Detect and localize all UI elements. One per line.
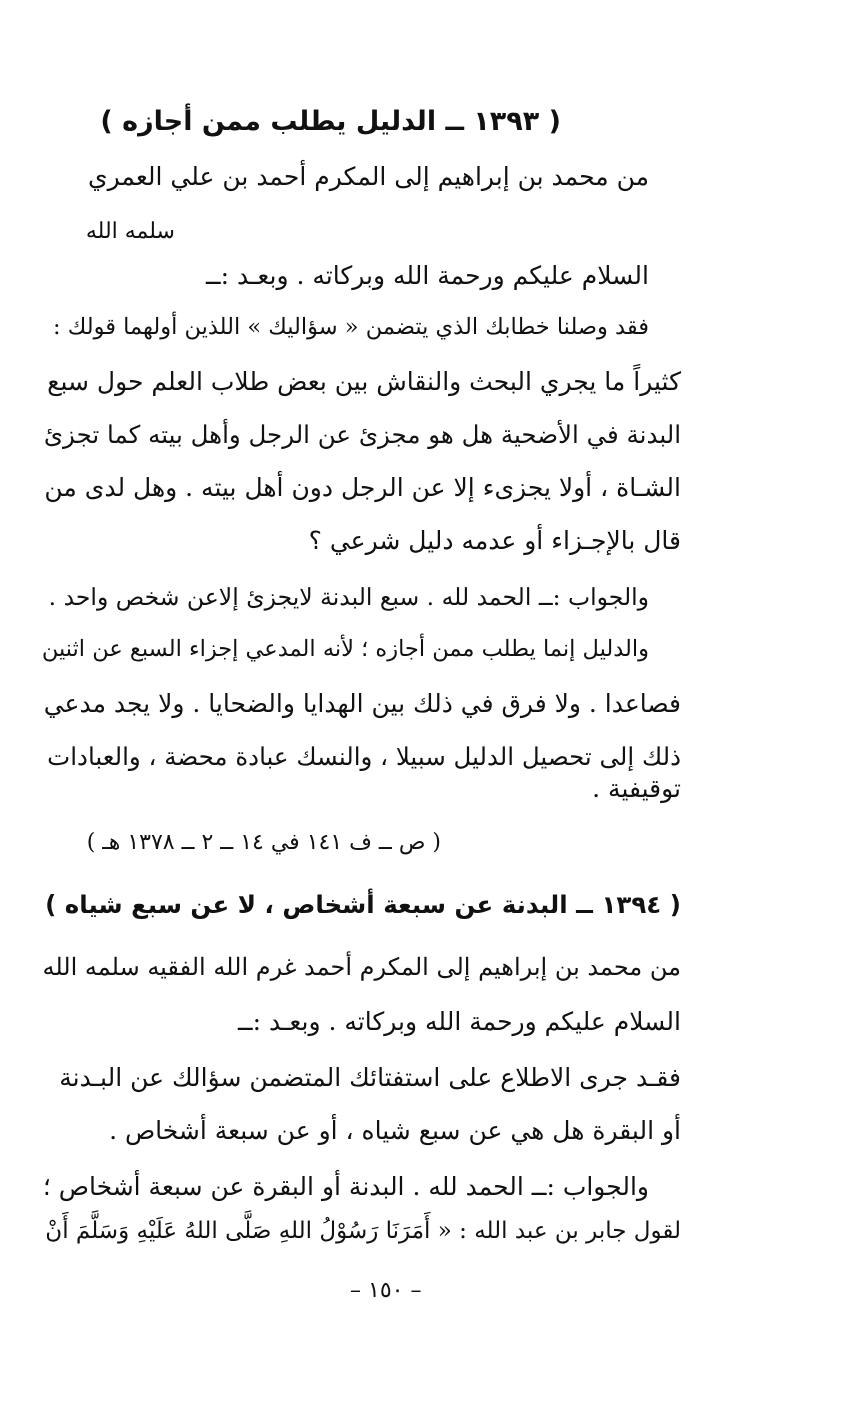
letter-heading: ( ١٣٩٣ ــ الدليل يطلب ممن أجازه ) — [100, 106, 561, 137]
page-number: – ١٥٠ – — [350, 1278, 422, 1303]
letter-heading: ( ١٣٩٤ ــ البدنة عن سبعة أشخاص ، لا عن سبع شياه ) — [45, 890, 681, 919]
letter-blessing: سلمه الله — [85, 219, 175, 244]
answer-line: والدليل إنما يطلب ممن أجازه ؛ لأنه المدعي إجزاء السبع عن اثنين — [41, 636, 649, 662]
letter-greeting: السلام عليكم ورحمة الله وبركاته . وبعـد :ــ — [237, 1007, 681, 1036]
answer-line: توقيفية . — [592, 774, 681, 803]
letter-body-line: فقـد جرى الاطلاع على استفتائك المتضمن سؤالك عن البـدنة — [59, 1063, 681, 1092]
answer-line: لقول جابر بن عبد الله : « أَمَرَنَا رَسُوْلُ اللهِ صَلَّى اللهُ عَلَيْهِ وَسَلَّمَ أَنْ — [45, 1218, 681, 1244]
answer-line: والجواب :ــ الحمد لله . البدنة أو البقرة عن سبعة أشخاص ؛ — [42, 1172, 649, 1201]
letter-address: من محمد بن إبراهيم إلى المكرم أحمد غرم الله الفقيه سلمه الله — [42, 953, 681, 981]
letter-body-line: فقد وصلنا خطابك الذي يتضمن « سؤاليك » اللذين أولهما قولك : — [53, 314, 649, 340]
letter-body-line: الشـاة ، أولا يجزىء إلا عن الرجل دون أهل بيته . وهل لدى من — [44, 473, 681, 502]
letter-body-line: كثيراً ما يجري البحث والنقاش بين بعض طلاب العلم حول سبع — [47, 367, 681, 396]
letter-body-line: أو البقرة هل هي عن سبع شياه ، أو عن سبعة أشخاص . — [109, 1116, 681, 1145]
letter-body-line: قال بالإجـزاء أو عدمه دليل شرعي ؟ — [308, 526, 681, 555]
answer-line: فصاعدا . ولا فرق في ذلك بين الهدايا والضحايا . ولا يجد مدعي — [43, 689, 681, 718]
answer-line: والجواب :ــ الحمد لله . سبع البدنة لايجزئ إلاعن شخص واحد . — [48, 583, 649, 611]
letter-address: من محمد بن إبراهيم إلى المكرم أحمد بن علي العمري — [88, 162, 649, 191]
letter-greeting: السلام عليكم ورحمة الله وبركاته . وبعـد :ــ — [205, 261, 649, 290]
answer-line: ذلك إلى تحصيل الدليل سبيلا ، والنسك عبادة محضة ، والعبادات — [47, 742, 681, 771]
fatwa-reference: ( ص ــ ف ١٤١ في ١٤ ــ ٢ ــ ١٣٧٨ هـ ) — [86, 830, 441, 855]
letter-body-line: البدنة في الأضحية هل هو مجزئ عن الرجل وأهل بيته كما تجزئ — [43, 420, 681, 449]
